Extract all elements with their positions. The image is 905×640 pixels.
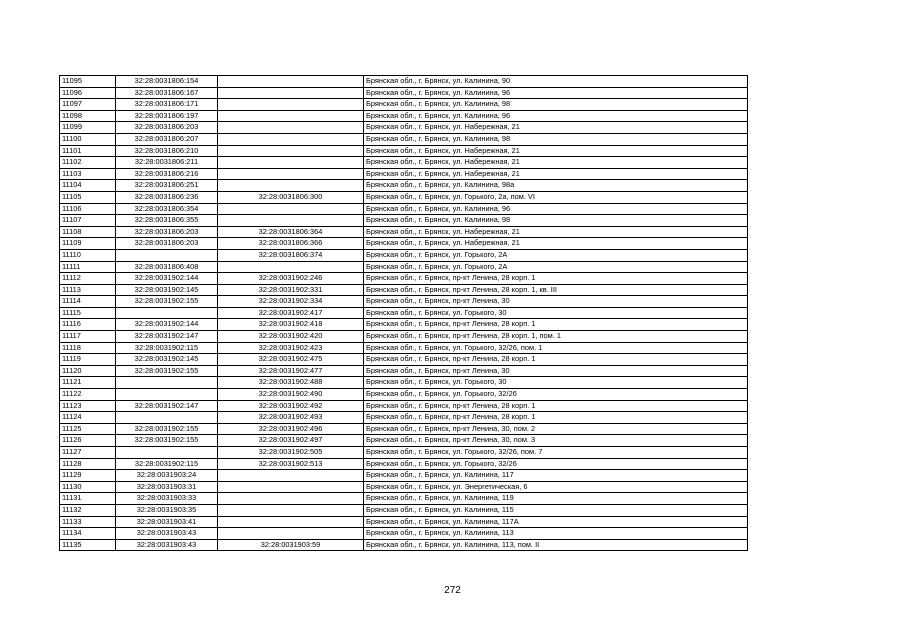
cadastral-number-cell: 32:28:0031806:408 — [116, 261, 218, 273]
cadastral-number-cell: 32:28:0031902:144 — [116, 319, 218, 331]
table-row — [60, 249, 748, 261]
row-number-cell: 11109 — [60, 238, 116, 250]
row-number-cell: 11120 — [60, 365, 116, 377]
cadastral-number-cell: 32:28:0031902:147 — [116, 400, 218, 412]
table-row — [60, 203, 748, 215]
row-number-cell: 11132 — [60, 504, 116, 516]
address-cell: Брянская обл., г. Брянск, пр-кт Ленина, 28 корп. 1, кв. III — [364, 284, 748, 296]
cadastral-number-cell: 32:28:0031902:155 — [116, 423, 218, 435]
object-cadastral-number-cell — [218, 528, 364, 540]
table-row — [60, 296, 748, 308]
address-cell: Брянская обл., г. Брянск, пр-кт Ленина, 28 корп. 1 — [364, 354, 748, 366]
table-row — [60, 400, 748, 412]
object-cadastral-number-cell: 32:28:0031806:366 — [218, 238, 364, 250]
address-cell: Брянская обл., г. Брянск, ул. Калинина, 96 — [364, 87, 748, 99]
table-row — [60, 389, 748, 401]
table-row — [60, 412, 748, 424]
row-number-cell: 11098 — [60, 110, 116, 122]
object-cadastral-number-cell: 32:28:0031902:496 — [218, 423, 364, 435]
cadastral-number-cell: 32:28:0031903:31 — [116, 481, 218, 493]
object-cadastral-number-cell — [218, 168, 364, 180]
object-cadastral-number-cell: 32:28:0031902:492 — [218, 400, 364, 412]
object-cadastral-number-cell: 32:28:0031902:423 — [218, 342, 364, 354]
cadastral-number-cell: 32:28:0031903:35 — [116, 504, 218, 516]
object-cadastral-number-cell: 32:28:0031902:505 — [218, 447, 364, 459]
object-cadastral-number-cell: 32:28:0031902:420 — [218, 331, 364, 343]
table-row — [60, 447, 748, 459]
object-cadastral-number-cell — [218, 180, 364, 192]
table-row — [60, 319, 748, 331]
row-number-cell: 11097 — [60, 99, 116, 111]
row-number-cell: 11112 — [60, 273, 116, 285]
address-cell: Брянская обл., г. Брянск, ул. Набережная, 21 — [364, 168, 748, 180]
cadastral-number-cell: 32:28:0031903:43 — [116, 539, 218, 551]
table-row — [60, 284, 748, 296]
address-cell: Брянская обл., г. Брянск, ул. Калинина, 96 — [364, 110, 748, 122]
cadastral-number-cell — [116, 307, 218, 319]
cadastral-number-cell: 32:28:0031806:167 — [116, 87, 218, 99]
cadastral-number-cell: 32:28:0031806:210 — [116, 145, 218, 157]
row-number-cell: 11096 — [60, 87, 116, 99]
cadastral-number-cell: 32:28:0031806:355 — [116, 215, 218, 227]
table-row — [60, 157, 748, 169]
address-cell: Брянская обл., г. Брянск, ул. Калинина, 90 — [364, 76, 748, 88]
object-cadastral-number-cell: 32:28:0031806:364 — [218, 226, 364, 238]
object-cadastral-number-cell: 32:28:0031902:334 — [218, 296, 364, 308]
row-number-cell: 11101 — [60, 145, 116, 157]
cadastral-number-cell: 32:28:0031902:155 — [116, 435, 218, 447]
object-cadastral-number-cell: 32:28:0031806:300 — [218, 191, 364, 203]
address-cell: Брянская обл., г. Брянск, ул. Калинина, 98а — [364, 180, 748, 192]
address-cell: Брянская обл., г. Брянск, ул. Горького, 30 — [364, 307, 748, 319]
object-cadastral-number-cell — [218, 470, 364, 482]
table-row — [60, 261, 748, 273]
table-row — [60, 342, 748, 354]
address-cell: Брянская обл., г. Брянск, ул. Набережная, 21 — [364, 145, 748, 157]
row-number-cell: 11107 — [60, 215, 116, 227]
object-cadastral-number-cell: 32:28:0031902:331 — [218, 284, 364, 296]
row-number-cell: 11131 — [60, 493, 116, 505]
table-row — [60, 481, 748, 493]
row-number-cell: 11133 — [60, 516, 116, 528]
table-row — [60, 423, 748, 435]
object-cadastral-number-cell: 32:28:0031902:488 — [218, 377, 364, 389]
table-row — [60, 180, 748, 192]
cadastral-number-cell: 32:28:0031806:251 — [116, 180, 218, 192]
object-cadastral-number-cell: 32:28:0031902:497 — [218, 435, 364, 447]
row-number-cell: 11114 — [60, 296, 116, 308]
address-cell: Брянская обл., г. Брянск, ул. Калинина, 113 — [364, 528, 748, 540]
cadastral-number-cell: 32:28:0031902:155 — [116, 296, 218, 308]
object-cadastral-number-cell: 32:28:0031903:59 — [218, 539, 364, 551]
address-cell: Брянская обл., г. Брянск, пр-кт Ленина, 28 корп. 1, пом. 1 — [364, 331, 748, 343]
object-cadastral-number-cell — [218, 493, 364, 505]
address-cell: Брянская обл., г. Брянск, ул. Набережная, 21 — [364, 238, 748, 250]
address-cell: Брянская обл., г. Брянск, ул. Калинина, 96 — [364, 203, 748, 215]
cadastral-number-cell: 32:28:0031806:203 — [116, 238, 218, 250]
address-cell: Брянская обл., г. Брянск, ул. Горького, 32/26, пом. 7 — [364, 447, 748, 459]
cadastral-number-cell: 32:28:0031903:43 — [116, 528, 218, 540]
address-cell: Брянская обл., г. Брянск, ул. Набережная, 21 — [364, 122, 748, 134]
cadastral-number-cell: 32:28:0031903:41 — [116, 516, 218, 528]
object-cadastral-number-cell — [218, 261, 364, 273]
object-cadastral-number-cell — [218, 133, 364, 145]
cadastral-number-cell: 32:28:0031806:354 — [116, 203, 218, 215]
cadastral-number-cell — [116, 447, 218, 459]
cadastral-number-cell: 32:28:0031806:203 — [116, 226, 218, 238]
cadastral-number-cell: 32:28:0031806:197 — [116, 110, 218, 122]
object-cadastral-number-cell — [218, 87, 364, 99]
row-number-cell: 11127 — [60, 447, 116, 459]
row-number-cell: 11111 — [60, 261, 116, 273]
cadastral-number-cell: 32:28:0031903:24 — [116, 470, 218, 482]
table-row — [60, 516, 748, 528]
row-number-cell: 11124 — [60, 412, 116, 424]
object-cadastral-number-cell — [218, 157, 364, 169]
address-cell: Брянская обл., г. Брянск, пр-кт Ленина, 28 корп. 1 — [364, 273, 748, 285]
address-cell: Брянская обл., г. Брянск, ул. Калинина, 117А — [364, 516, 748, 528]
row-number-cell: 11135 — [60, 539, 116, 551]
table-row — [60, 226, 748, 238]
object-cadastral-number-cell: 32:28:0031902:493 — [218, 412, 364, 424]
address-cell: Брянская обл., г. Брянск, пр-кт Ленина, 30, пом. 2 — [364, 423, 748, 435]
row-number-cell: 11115 — [60, 307, 116, 319]
address-cell: Брянская обл., г. Брянск, ул. Калинина, 98 — [364, 99, 748, 111]
row-number-cell: 11108 — [60, 226, 116, 238]
cadastral-number-cell: 32:28:0031902:115 — [116, 458, 218, 470]
page-number: 272 — [444, 585, 461, 596]
row-number-cell: 11110 — [60, 249, 116, 261]
address-cell: Брянская обл., г. Брянск, ул. Калинина, 98 — [364, 215, 748, 227]
table-row — [60, 191, 748, 203]
object-cadastral-number-cell — [218, 145, 364, 157]
table-row — [60, 331, 748, 343]
object-cadastral-number-cell: 32:28:0031902:475 — [218, 354, 364, 366]
table-row — [60, 133, 748, 145]
address-cell: Брянская обл., г. Брянск, пр-кт Ленина, 30 — [364, 296, 748, 308]
object-cadastral-number-cell — [218, 76, 364, 88]
row-number-cell: 11126 — [60, 435, 116, 447]
address-cell: Брянская обл., г. Брянск, пр-кт Ленина, 28 корп. 1 — [364, 400, 748, 412]
object-cadastral-number-cell — [218, 110, 364, 122]
cadastral-number-cell: 32:28:0031902:145 — [116, 284, 218, 296]
table-row — [60, 307, 748, 319]
row-number-cell: 11116 — [60, 319, 116, 331]
object-cadastral-number-cell: 32:28:0031902:513 — [218, 458, 364, 470]
cadastral-number-cell: 32:28:0031902:115 — [116, 342, 218, 354]
cadastral-number-cell: 32:28:0031902:155 — [116, 365, 218, 377]
address-cell: Брянская обл., г. Брянск, ул. Горького, 2А — [364, 261, 748, 273]
address-cell: Брянская обл., г. Брянск, ул. Калинина, 98 — [364, 133, 748, 145]
object-cadastral-number-cell — [218, 215, 364, 227]
table-row — [60, 273, 748, 285]
row-number-cell: 11105 — [60, 191, 116, 203]
cadastral-number-cell: 32:28:0031903:33 — [116, 493, 218, 505]
table-row — [60, 99, 748, 111]
row-number-cell: 11129 — [60, 470, 116, 482]
table-row — [60, 365, 748, 377]
address-cell: Брянская обл., г. Брянск, пр-кт Ленина, 30 — [364, 365, 748, 377]
registry-table-body — [60, 76, 748, 551]
address-cell: Брянская обл., г. Брянск, пр-кт Ленина, 28 корп. 1 — [364, 319, 748, 331]
cadastral-number-cell: 32:28:0031806:154 — [116, 76, 218, 88]
object-cadastral-number-cell — [218, 99, 364, 111]
object-cadastral-number-cell — [218, 481, 364, 493]
cadastral-number-cell — [116, 377, 218, 389]
object-cadastral-number-cell — [218, 516, 364, 528]
row-number-cell: 11102 — [60, 157, 116, 169]
table-row — [60, 435, 748, 447]
row-number-cell: 11099 — [60, 122, 116, 134]
table-row — [60, 122, 748, 134]
cadastral-number-cell: 32:28:0031806:216 — [116, 168, 218, 180]
row-number-cell: 11100 — [60, 133, 116, 145]
cadastral-number-cell: 32:28:0031806:203 — [116, 122, 218, 134]
address-cell: Брянская обл., г. Брянск, ул. Горького, 30 — [364, 377, 748, 389]
row-number-cell: 11125 — [60, 423, 116, 435]
object-cadastral-number-cell — [218, 203, 364, 215]
object-cadastral-number-cell: 32:28:0031806:374 — [218, 249, 364, 261]
table-row — [60, 354, 748, 366]
row-number-cell: 11121 — [60, 377, 116, 389]
row-number-cell: 11106 — [60, 203, 116, 215]
object-cadastral-number-cell: 32:28:0031902:246 — [218, 273, 364, 285]
address-cell: Брянская обл., г. Брянск, ул. Энергетическая, 6 — [364, 481, 748, 493]
row-number-cell: 11117 — [60, 331, 116, 343]
cadastral-number-cell — [116, 389, 218, 401]
table-row — [60, 470, 748, 482]
cadastral-number-cell: 32:28:0031902:145 — [116, 354, 218, 366]
address-cell: Брянская обл., г. Брянск, ул. Калинина, 113, пом. II — [364, 539, 748, 551]
address-cell: Брянская обл., г. Брянск, ул. Калинина, 117 — [364, 470, 748, 482]
row-number-cell: 11113 — [60, 284, 116, 296]
table-row — [60, 215, 748, 227]
cadastral-number-cell: 32:28:0031806:207 — [116, 133, 218, 145]
address-cell: Брянская обл., г. Брянск, ул. Горького, 32/26 — [364, 389, 748, 401]
table-row — [60, 458, 748, 470]
address-cell: Брянская обл., г. Брянск, ул. Набережная, 21 — [364, 226, 748, 238]
table-row — [60, 168, 748, 180]
table-row — [60, 493, 748, 505]
row-number-cell: 11123 — [60, 400, 116, 412]
object-cadastral-number-cell: 32:28:0031902:477 — [218, 365, 364, 377]
row-number-cell: 11122 — [60, 389, 116, 401]
address-cell: Брянская обл., г. Брянск, ул. Горького, 2а, пом. VI — [364, 191, 748, 203]
address-cell: Брянская обл., г. Брянск, ул. Набережная, 21 — [364, 157, 748, 169]
row-number-cell: 11103 — [60, 168, 116, 180]
table-row — [60, 110, 748, 122]
row-number-cell: 11118 — [60, 342, 116, 354]
table-row — [60, 87, 748, 99]
table-row — [60, 539, 748, 551]
row-number-cell: 11128 — [60, 458, 116, 470]
cadastral-number-cell: 32:28:0031902:147 — [116, 331, 218, 343]
cadastral-number-cell — [116, 249, 218, 261]
cadastral-number-cell: 32:28:0031806:171 — [116, 99, 218, 111]
object-cadastral-number-cell — [218, 122, 364, 134]
address-cell: Брянская обл., г. Брянск, ул. Горького, 32/26, пом. 1 — [364, 342, 748, 354]
cadastral-number-cell: 32:28:0031902:144 — [116, 273, 218, 285]
row-number-cell: 11119 — [60, 354, 116, 366]
table-row — [60, 377, 748, 389]
address-cell: Брянская обл., г. Брянск, ул. Калинина, 115 — [364, 504, 748, 516]
address-cell: Брянская обл., г. Брянск, ул. Горького, 32/26 — [364, 458, 748, 470]
registry-table — [59, 75, 748, 551]
row-number-cell: 11095 — [60, 76, 116, 88]
table-row — [60, 528, 748, 540]
address-cell: Брянская обл., г. Брянск, пр-кт Ленина, 28 корп. 1 — [364, 412, 748, 424]
row-number-cell: 11134 — [60, 528, 116, 540]
object-cadastral-number-cell: 32:28:0031902:418 — [218, 319, 364, 331]
table-row — [60, 76, 748, 88]
table-row — [60, 504, 748, 516]
object-cadastral-number-cell — [218, 504, 364, 516]
table-row — [60, 238, 748, 250]
cadastral-number-cell: 32:28:0031806:236 — [116, 191, 218, 203]
cadastral-number-cell — [116, 412, 218, 424]
object-cadastral-number-cell: 32:28:0031902:417 — [218, 307, 364, 319]
cadastral-number-cell: 32:28:0031806:211 — [116, 157, 218, 169]
object-cadastral-number-cell: 32:28:0031902:490 — [218, 389, 364, 401]
table-row — [60, 145, 748, 157]
address-cell: Брянская обл., г. Брянск, ул. Калинина, 119 — [364, 493, 748, 505]
row-number-cell: 11130 — [60, 481, 116, 493]
row-number-cell: 11104 — [60, 180, 116, 192]
address-cell: Брянская обл., г. Брянск, ул. Горького, 2А — [364, 249, 748, 261]
address-cell: Брянская обл., г. Брянск, пр-кт Ленина, 30, пом. 3 — [364, 435, 748, 447]
